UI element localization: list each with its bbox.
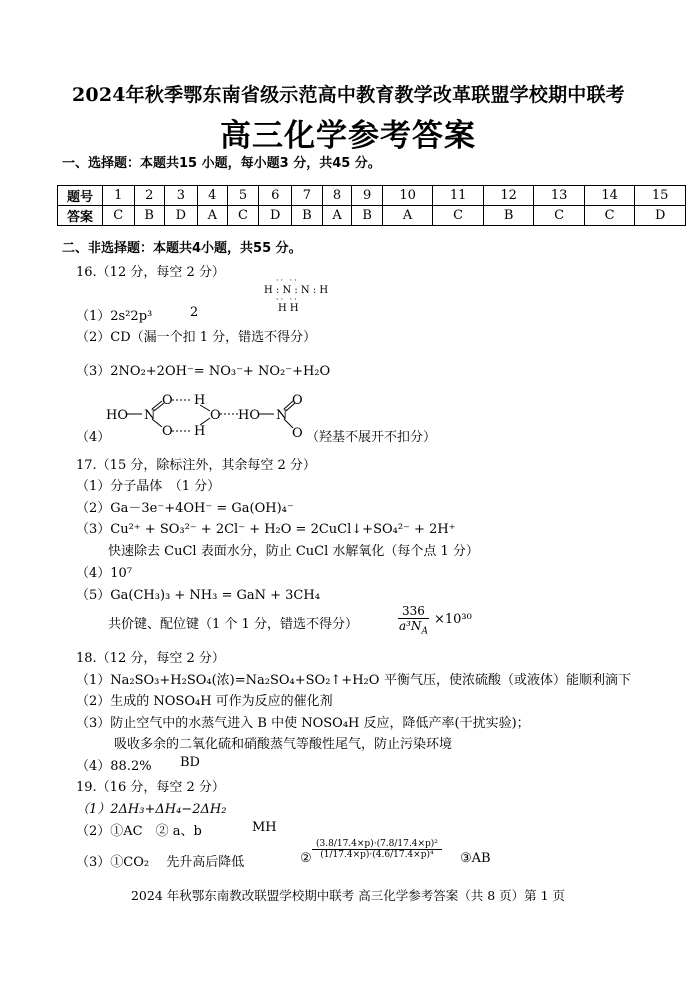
- struct-o-mid: O: [210, 408, 221, 423]
- q19-heading: 19.（16 分，每空 2 分）: [76, 780, 225, 795]
- lewis-bottom-h: H H: [278, 303, 299, 314]
- fraction-multiplier: ×10³⁰: [434, 612, 472, 627]
- question-number-cell: 6: [259, 186, 292, 206]
- question-number-cell: 4: [197, 186, 227, 206]
- answer-cell: A: [382, 206, 433, 226]
- q18-answer-3: （3）防止空气中的水蒸气进入 B 中使 NOSO₄H 反应，降低产率(干扰实验)；: [76, 716, 530, 731]
- q17-heading: 17.（15 分，除标注外，其余每空 2 分）: [76, 458, 316, 473]
- lewis-dots-bottom: ·· ··: [276, 295, 299, 304]
- q18-answer-1: （1）Na₂SO₃+H₂SO₄(浓)=Na₂SO₄+SO₂↑+H₂O: [76, 673, 380, 688]
- q19-answer-2b: MH: [252, 820, 277, 835]
- q16-answer-3: （3）2NO₂+2OH⁻= NO₃⁻+ NO₂⁻+H₂O: [76, 364, 331, 379]
- q16-heading: 16.（12 分，每空 2 分）: [76, 265, 225, 280]
- struct-n-2: N: [276, 408, 288, 423]
- question-number-cell: 8: [322, 186, 352, 206]
- question-number-cell: 5: [227, 186, 259, 206]
- q16-answer-4-label: （4）: [76, 430, 111, 445]
- document-title: 高三化学参考答案: [220, 118, 476, 154]
- question-number-cell: 15: [635, 186, 686, 206]
- answer-cell: B: [483, 206, 534, 226]
- q17-answer-4: （4）10⁷: [76, 566, 133, 581]
- answer-table: [57, 185, 686, 226]
- question-number-cell: 11: [433, 186, 484, 206]
- table-row: [58, 206, 686, 226]
- struct-o-bottom: O: [162, 424, 173, 439]
- kp-denominator: (1/17.4×p)·(4.6/17.4×p)⁴: [320, 850, 434, 860]
- answer-cell: C: [534, 206, 585, 226]
- struct-ho-1: HO: [106, 408, 128, 423]
- q19-answer-2: （2）①AC ② a、b: [76, 824, 202, 839]
- q19-answer-3c: ③AB: [460, 851, 491, 866]
- question-number-cell: 10: [382, 186, 433, 206]
- q17-answer-5b: 共价键、配位键（1 个 1 分，错选不得分）: [108, 617, 358, 632]
- answer-cell: D: [164, 206, 197, 226]
- kp-expression: [312, 839, 442, 860]
- answer-cell: C: [584, 206, 635, 226]
- fraction-denominator: a³N: [398, 619, 422, 633]
- exam-title: 2024年秋季鄂东南省级示范高中教育教学改革联盟学校期中联考: [72, 84, 625, 106]
- q19-answer-1: （1）2ΔH₃+ΔH₄−2ΔH₂: [76, 802, 227, 817]
- kp-numerator: (3.8/17.4×p)·(7.8/17.4×p)²: [312, 839, 442, 850]
- hydrogen-bond-structure: [104, 392, 304, 442]
- answer-cell: C: [227, 206, 259, 226]
- row-label-number: 题号: [58, 186, 103, 206]
- q18-answer-4b: BD: [180, 755, 200, 770]
- answer-cell: A: [322, 206, 352, 226]
- q16-answer-2: （2）CD（漏一个扣 1 分，错选不得分）: [76, 330, 317, 345]
- q17-answer-3b: 快速除去 CuCl 表面水分，防止 CuCl 水解氧化（每个点 1 分）: [108, 544, 479, 559]
- question-number-cell: 2: [134, 186, 164, 206]
- row-label-answer: 答案: [58, 206, 103, 226]
- q17-answer-5: （5）Ga(CH₃)₃ + NH₃ = GaN + 3CH₄: [76, 588, 320, 603]
- q18-heading: 18.（12 分，每空 2 分）: [76, 651, 225, 666]
- fraction-numerator: 336: [398, 604, 429, 619]
- q16-answer-1: （1）2s²2p³: [76, 309, 153, 324]
- struct-ho-2: HO: [238, 408, 260, 423]
- struct-h-bottom: H: [194, 424, 206, 439]
- answer-cell: A: [197, 206, 227, 226]
- struct-h-top: H: [194, 393, 206, 408]
- table-row: [58, 186, 686, 206]
- question-number-cell: 14: [584, 186, 635, 206]
- q18-answer-2: （2）生成的 NOSO₄H 可作为反应的催化剂: [76, 694, 333, 709]
- q18-answer-3b: 吸收多余的二氧化硫和硝酸蒸气等酸性尾气，防止污染环境: [114, 737, 453, 752]
- q18-answer-1b: 平衡气压，使浓硫酸（或液体）能顺利滴下: [384, 673, 632, 688]
- answer-cell: B: [352, 206, 382, 226]
- answer-cell: D: [635, 206, 686, 226]
- q16-answer-1b: 2: [190, 305, 199, 320]
- question-number-cell: 7: [292, 186, 322, 206]
- kp-prefix: ②: [300, 851, 312, 866]
- answer-cell: C: [103, 206, 135, 226]
- lewis-dots-top: ·· ··: [276, 276, 299, 285]
- answer-cell: C: [433, 206, 484, 226]
- density-fraction: [398, 604, 429, 636]
- question-number-cell: 3: [164, 186, 197, 206]
- question-number-cell: 12: [483, 186, 534, 206]
- lewis-structure: H : N : N : H: [264, 285, 329, 296]
- question-number-cell: 1: [103, 186, 135, 206]
- section-2-heading: 二、非选择题：本题共4小题，共55 分。: [62, 241, 302, 256]
- section-1-heading: 一、选择题：本题共15 小题，每小题3 分，共45 分。: [62, 156, 381, 171]
- q17-answer-3: （3）Cu²⁺ + SO₃²⁻ + 2Cl⁻ + H₂O = 2CuCl↓+SO₄²⁻ + 2H⁺: [76, 522, 456, 537]
- q18-answer-4: （4）88.2%: [76, 759, 152, 774]
- question-number-cell: 13: [534, 186, 585, 206]
- q17-answer-1: （1）分子晶体 （1 分）: [76, 479, 221, 494]
- struct-n-1: N: [144, 408, 156, 423]
- struct-o-right-top: O: [292, 393, 303, 408]
- fraction-denominator-sub: A: [421, 626, 428, 637]
- page-footer: 2024 年秋鄂东南教改联盟学校期中联考 高三化学参考答案（共 8 页）第 1 页: [130, 888, 566, 903]
- answer-cell: B: [134, 206, 164, 226]
- answer-cell: B: [292, 206, 322, 226]
- struct-o-top: O: [162, 393, 173, 408]
- q17-answer-2: （2）Ga－3e⁻+4OH⁻ = Ga(OH)₄⁻: [76, 501, 294, 516]
- question-number-cell: 9: [352, 186, 382, 206]
- q16-answer-4-note: （羟基不展开不扣分）: [306, 430, 437, 445]
- struct-o-right-bottom: O: [292, 426, 303, 441]
- answer-cell: D: [259, 206, 292, 226]
- q19-answer-3: （3）①CO₂ 先升高后降低: [76, 855, 245, 870]
